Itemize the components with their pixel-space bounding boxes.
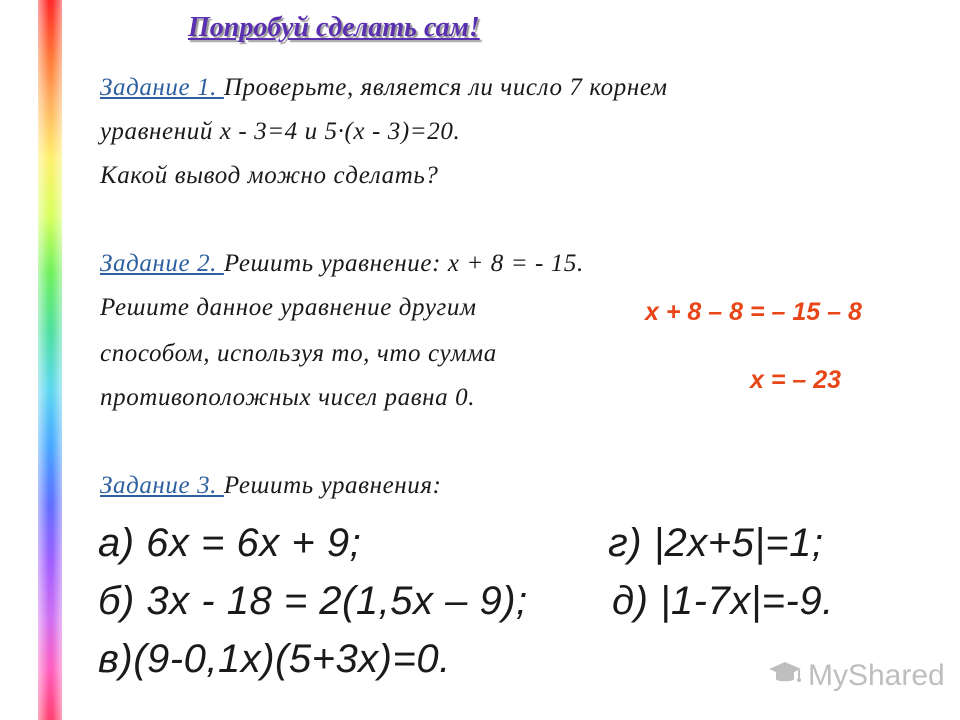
watermark-text: MyShared — [808, 659, 945, 692]
task1-label: Задание 1. — [100, 74, 224, 101]
task3-text1: Решить уравнения: — [223, 472, 442, 499]
mortarboard-icon — [768, 659, 802, 694]
task2-line4: противоположных чисел равна 0. — [100, 384, 476, 411]
task2-line2: Решите данное уравнение другим — [100, 294, 477, 321]
rainbow-decoration-bar — [38, 0, 62, 720]
equation-a: а) 6х = 6х + 9; — [98, 521, 362, 565]
equation-g: г) |2х+5|=1; — [608, 521, 824, 565]
equation-v: в)(9-0,1х)(5+3х)=0. — [98, 637, 451, 681]
equation-b: б) 3х - 18 = 2(1,5х – 9); — [98, 579, 528, 623]
task1-line1 — [100, 74, 668, 102]
task3-line1 — [100, 472, 442, 500]
equation-d: д) |1-7х|=-9. — [612, 579, 834, 623]
task2-line3: способом, используя то, что сумма — [100, 340, 497, 367]
task1-line2: уравнений х - 3=4 и 5·(х - 3)=20. — [100, 118, 461, 145]
slide-title: Попробуй сделать сам! — [188, 12, 480, 43]
task2-line1 — [100, 250, 584, 278]
task1-text1: Проверьте, является ли число 7 корнем — [223, 74, 668, 101]
task2-text1: Решить уравнение: х + 8 = - 15. — [223, 250, 584, 277]
task2-solution-step1: x + 8 – 8 = – 15 – 8 — [645, 298, 862, 326]
task1-line3: Какой вывод можно сделать? — [100, 162, 439, 189]
myshared-watermark — [768, 656, 945, 696]
task2-solution-step2: x = – 23 — [750, 366, 842, 394]
task3-label: Задание 3. — [100, 472, 224, 499]
task2-label: Задание 2. — [100, 250, 224, 277]
